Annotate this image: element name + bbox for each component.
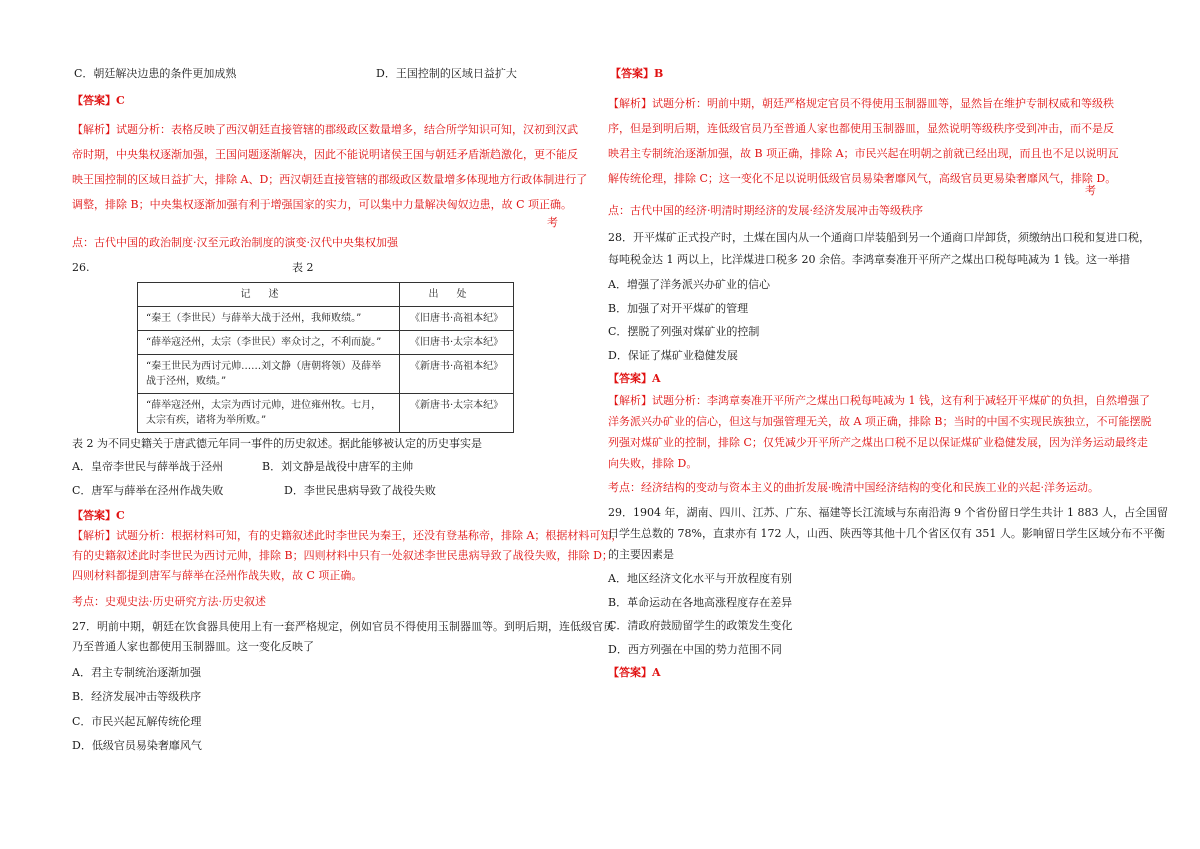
q29-stem-line: 的主要因素是 <box>608 548 674 561</box>
q28-analysis-line: 【解析】试题分析：李鸿章奏准开平所产之煤出口税每吨减为 1 钱，这有利于减轻开平煤矿的负担，自然增强了 <box>608 393 1150 407</box>
q29-stem-line: 日学生总数的 78%，直隶亦有 172 人，山西、陕西等其他十几个省区仅有 351 人。影响留日学生区域分布不平衡 <box>608 527 1165 540</box>
q27-kaodian: 点：古代中国的经济·明清时期经济的发展·经济发展冲击等级秩序 <box>608 203 923 217</box>
q29-stem-line: 29．1904 年，湖南、四川、江苏、广东、福建等长江流域与东南沿海 9 个省份留日学生共计 1 883 人，占全国留 <box>608 506 1168 519</box>
q25-analysis-line: 帝时期，中央集权逐渐加强，王国问题逐渐解决，因此不能说明诸侯王国与朝廷矛盾渐趋激化，更不能反 <box>72 148 578 161</box>
q26-option-c: C．唐军与薛举在泾州作战失败 <box>72 484 224 497</box>
table-header-record: 记述 <box>138 283 400 307</box>
q25-answer: 【答案】C <box>72 93 125 107</box>
q28-stem-line: 每吨税金达 1 两以上，比洋煤进口税多 20 余倍。李鸿章奏准开平所产之煤出口税每吨减为 1 钱。这一举措 <box>608 253 1130 266</box>
q25-analysis-line: 【解析】试题分析：表格反映了西汉朝廷直接管辖的郡级政区数量增多，结合所学知识可知，汉初到汉武 <box>72 123 578 136</box>
table-row <box>138 355 514 394</box>
table-cell-source: 《旧唐书·太宗本纪》 <box>400 331 514 355</box>
q26-option-b: B．刘文静是战役中唐军的主帅 <box>262 459 414 473</box>
q26-analysis <box>72 526 623 586</box>
q28-analysis-line: 洋务派兴办矿业的信心，但这与加强管理无关，故 A 项正确，排除 B；当时的中国不实现民族独立，不可能摆脱 <box>608 414 1152 428</box>
q27-analysis <box>608 91 1119 191</box>
q28-stem-line: 28．开平煤矿正式投产时，土煤在国内从一个通商口岸装船到另一个通商口岸卸货，须缴纳出口税和复进口税， <box>608 231 1150 244</box>
q28-kaodian: 考点：经济结构的变动与资本主义的曲折发展·晚清中国经济结构的变化和民族工业的兴起·洋务运动。 <box>608 480 1099 494</box>
q27-option-b: B．经济发展冲击等级秩序 <box>72 690 202 703</box>
q29-answer: 【答案】A <box>608 666 661 679</box>
history-table <box>137 282 514 433</box>
q26-options-row <box>72 459 532 476</box>
table-row <box>138 331 514 355</box>
q28-option-c: C．摆脱了列强对煤矿业的控制 <box>608 325 760 338</box>
table-cell-record: “秦王（李世民）与薛举大战于泾州，我师败绩。” <box>138 307 400 331</box>
q28-analysis <box>608 390 1152 474</box>
q26-analysis-line: 四则材料都提到唐军与薛举在泾州作战失败，故 C 项正确。 <box>72 569 363 582</box>
q26-number: 26. <box>72 260 90 274</box>
q26-header <box>72 260 532 277</box>
q29-option-b: B．革命运动在各地高涨程度存在差异 <box>608 595 793 609</box>
q27-stem-line: 27．明前中期，朝廷在饮食器具使用上有一套严格规定，例如官员不得使用玉制器皿等。到明后期，连低级官员 <box>72 619 614 633</box>
q25-options <box>74 66 532 83</box>
q26-table-caption: 表 2 <box>292 260 314 274</box>
q25-analysis <box>72 117 588 217</box>
q28-stem <box>608 227 1150 271</box>
table-header-source: 出处 <box>400 283 514 307</box>
table-cell-record: “薛举寇泾州，太宗为西讨元帅，进位雍州牧。七月，太宗有疾，诸将为举所败。” <box>138 394 400 433</box>
q26-options-row <box>72 483 532 500</box>
table-row <box>138 394 514 433</box>
q25-option-d: D．王国控制的区域日益扩大 <box>376 67 517 80</box>
q28-option-b: B．加强了对开平煤矿的管理 <box>608 301 749 315</box>
table-cell-record: “秦王世民为西讨元帅……刘文静（唐朝将领）及薛举战于泾州，败绩。” <box>138 355 400 394</box>
q28-answer: 【答案】A <box>608 372 661 385</box>
q27-kaodian-tail: 考 <box>1085 183 1096 197</box>
table-cell-source: 《新唐书·太宗本纪》 <box>400 394 514 433</box>
q29-option-c: C．清政府鼓励留学生的政策发生变化 <box>608 619 793 632</box>
q27-stem <box>72 617 614 657</box>
q25-option-c: C．朝廷解决边患的条件更加成熟 <box>74 67 237 80</box>
q27-stem-line: 乃至普通人家也都使用玉制器皿。这一变化反映了 <box>72 639 314 653</box>
q27-option-c: C．市民兴起瓦解传统伦理 <box>72 714 202 728</box>
q27-option-a: A．君主专制统治逐渐加强 <box>72 665 201 679</box>
table-cell-source: 《新唐书·高祖本纪》 <box>400 355 514 394</box>
q26-analysis-line: 【解析】试题分析：根据材料可知，有的史籍叙述此时李世民为秦王，还没有登基称帝，排除 A；根据材料可知， <box>72 529 623 542</box>
table-cell-record: “薛举寇泾州，太宗（李世民）率众讨之，不利而旋。” <box>138 331 400 355</box>
q26-option-a: A．皇帝李世民与薛举战于泾州 <box>72 459 223 473</box>
q27-analysis-line: 映君主专制统治逐渐加强，故 B 项正确，排除 A；市民兴起在明朝之前就已经出现，而且也不足以说明瓦 <box>608 146 1119 160</box>
q25-analysis-line: 调整，排除 B；中央集权逐渐加强有利于增强国家的实力，可以集中力量解决匈奴边患，故 C 项正确。 <box>72 198 572 211</box>
q27-analysis-line: 序，但是到明后期，连低级官员乃至普通人家也都使用玉制器皿，显然说明等级秩序受到冲击，而不是反 <box>608 121 1114 135</box>
q28-option-d: D．保证了煤矿业稳健发展 <box>608 348 738 362</box>
q28-analysis-line: 列强对煤矿业的控制，排除 C；仅凭减少开平所产之煤出口税不足以保证煤矿业稳健发展，因为洋务运动最终走 <box>608 435 1148 449</box>
q26-option-d: D．李世民患病导致了战役失败 <box>284 484 436 497</box>
q26-answer: 【答案】C <box>72 508 125 522</box>
table-row <box>138 307 514 331</box>
q27-analysis-line: 解传统伦理，排除 C；这一变化不足以说明低级官员易染奢靡风气，高级官员更易染奢靡风气，排除 D。 <box>608 171 1117 185</box>
q27-option-d: D．低级官员易染奢靡风气 <box>72 739 202 752</box>
left-column <box>72 66 623 755</box>
q28-analysis-line: 向失败，排除 D。 <box>608 456 698 470</box>
q26-stem: 表 2 为不同史籍关于唐武德元年同一事件的历史叙述。据此能够被认定的历史事实是 <box>72 437 482 450</box>
table-cell-source: 《旧唐书·高祖本纪》 <box>400 307 514 331</box>
q26-analysis-line: 有的史籍叙述此时李世民为西讨元帅，排除 B；四则材料中只有一处叙述李世民患病导致了战役失败，排除 D； <box>72 549 613 562</box>
q27-analysis-line: 【解析】试题分析：明前中期，朝廷严格规定官员不得使用玉制器皿等，显然旨在维护专制权威和等级秩 <box>608 96 1114 110</box>
q26-kaodian: 考点：史观史法·历史研究方法·历史叙述 <box>72 595 266 608</box>
table-header-row <box>138 283 514 307</box>
q25-kaodian-tail: 考 <box>547 216 558 229</box>
q25-kaodian: 点：古代中国的政治制度·汉至元政治制度的演变·汉代中央集权加强 <box>72 236 398 249</box>
right-column <box>608 66 1168 682</box>
q29-option-d: D．西方列强在中国的势力范围不同 <box>608 642 782 656</box>
q27-answer: 【答案】B <box>610 67 664 80</box>
q29-stem <box>608 502 1168 565</box>
q28-option-a: A．增强了洋务派兴办矿业的信心 <box>608 278 770 291</box>
q29-option-a: A．地区经济文化水平与开放程度有别 <box>608 572 792 585</box>
q25-analysis-line: 映王国控制的区域日益扩大，排除 A、D；西汉朝廷直接管辖的郡级政区数量增多体现地方行政体制进行了 <box>72 173 588 186</box>
